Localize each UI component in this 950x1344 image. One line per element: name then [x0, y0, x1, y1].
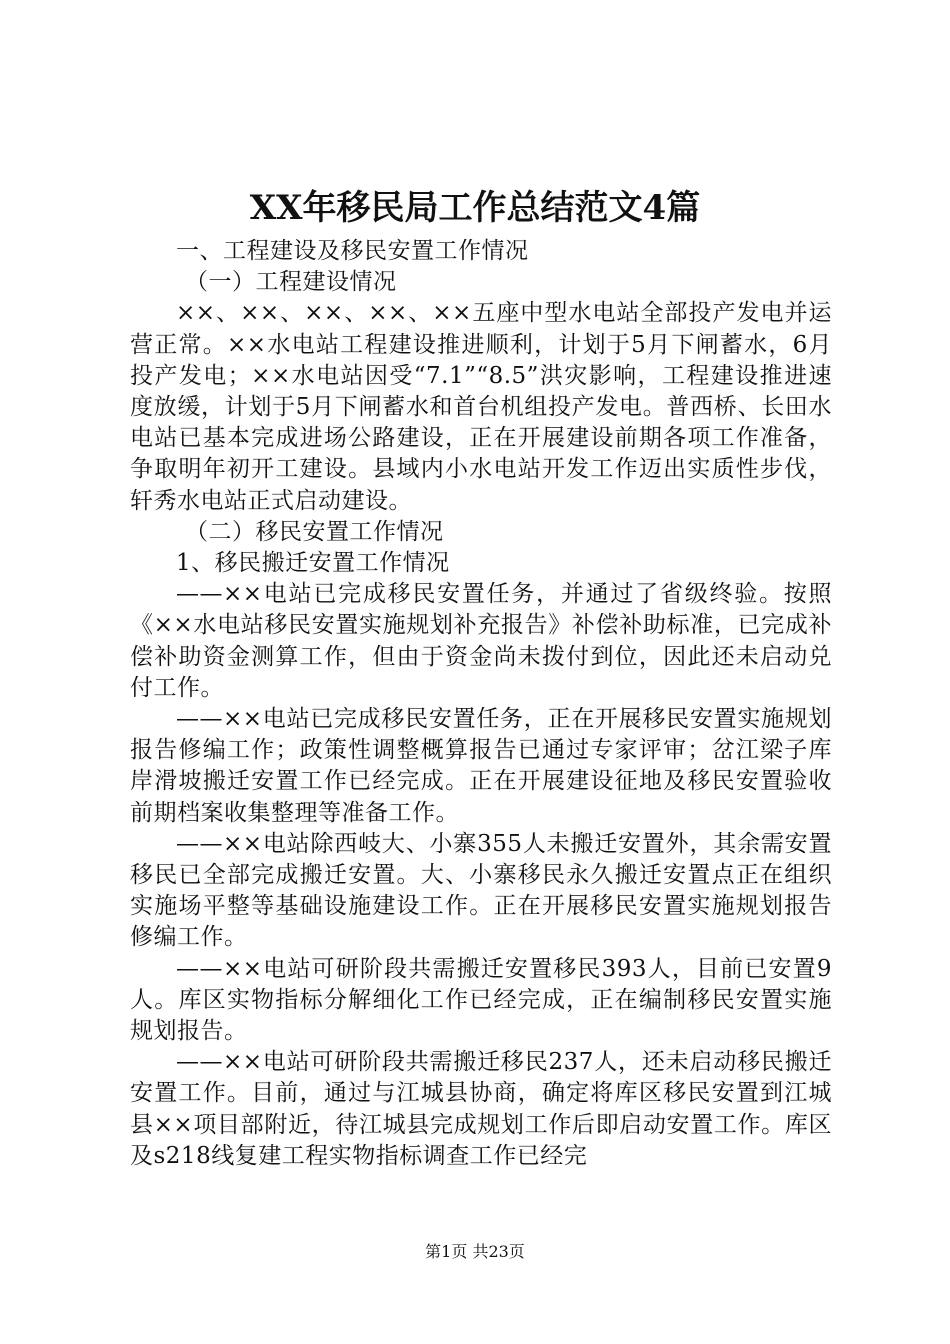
- paragraph: ——××电站除西岐大、小寨355人未搬迁安置外，其余需安置移民已全部完成搬迁安置。大、小寨移民永久搬迁安置点正在组织实施场平整等基础设施建设工作。正在开展移民安置实施规划报告修编工作。: [130, 830, 832, 951]
- section-heading: 一、工程建设及移民安置工作情况: [176, 238, 529, 264]
- paragraph: ——××电站可研阶段共需搬迁移民237人，还未启动移民搬迁安置工作。目前，通过与江城县协商，确定将库区移民安置到江城县××项目部附近，待江城县完成规划工作后即启动安置工作。库区及s218线复建工程实物指标调查工作已经完: [130, 1049, 832, 1169]
- paragraph: ——××电站已完成移民安置任务，并通过了省级终验。按照《××水电站移民安置实施规划补充报告》补偿补助标准，已完成补偿补助资金测算工作，但由于资金尚未拨付到位，因此还未启动兑付工作。: [130, 581, 832, 701]
- document-body: [130, 236, 832, 1172]
- document-title: XX年移民局工作总结范文4篇: [249, 188, 701, 228]
- subsection-heading: （一）工程建设情况: [185, 269, 397, 296]
- subsection-heading: （二）移民安置工作情况: [185, 518, 444, 545]
- paragraph: ——××电站可研阶段共需搬迁安置移民393人，目前已安置9人。库区实物指标分解细化工作已经完成，正在编制移民安置实施规划报告。: [130, 955, 832, 1045]
- paragraph: ——××电站已完成移民安置任务，正在开展移民安置实施规划报告修编工作；政策性调整概算报告已通过专家评审；岔江梁子库岸滑坡搬迁安置工作已经完成。正在开展建设征地及移民安置验收前期档案收集整理等准备工作。: [130, 706, 832, 826]
- subsection-heading: 1、移民搬迁安置工作情况: [176, 550, 450, 577]
- paragraph: ××、××、××、××、××五座中型水电站全部投产发电并运营正常。××水电站工程建设推进顺利，计划于5月下闸蓄水，6月投产发电；××水电站因受“7.1”“8.5”洪灾影响，工程建设推进速度放缓，计划于5月下闸蓄水和首台机组投产发电。普西桥、长田水电站已基本完成进场公路建设，正在开展建设前期各项工作准备，争取明年初开工建设。县域内小水电站开发工作迈出实质性步伐，轩秀水电站正式启动建设。: [130, 300, 832, 514]
- page-number-footer: 第1页 共23页: [425, 1242, 525, 1261]
